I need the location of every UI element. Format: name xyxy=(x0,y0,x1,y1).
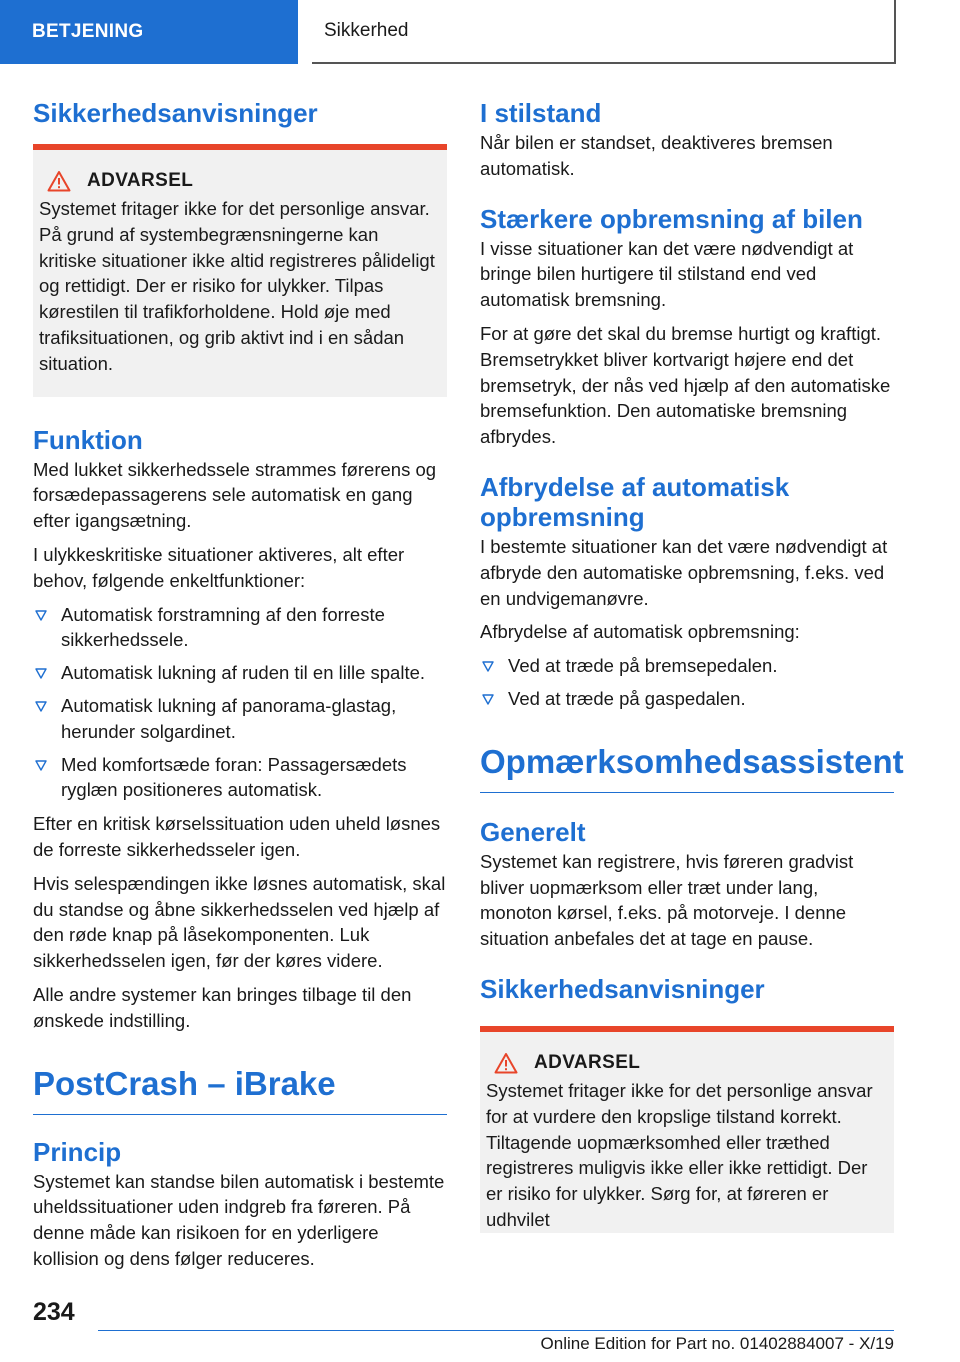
princip-heading: Princip xyxy=(33,1136,122,1167)
bullet-triangle-icon xyxy=(482,694,494,705)
list-item: Med komfortsæde foran: Passagersædets ryglæn positioneres automatisk. xyxy=(33,752,447,804)
bullet-list xyxy=(33,602,447,804)
paragraph: Når bilen er standset, deaktiveres bremsen automatisk. xyxy=(480,132,833,179)
paragraph: I visse situationer kan det være nødvendigt at bringe bilen hurtigere til stilstand end ved automatisk bremsning. xyxy=(480,237,854,311)
warning-title: ADVARSEL xyxy=(534,1051,641,1073)
list-item: Automatisk lukning af ruden til en lille spalte. xyxy=(33,660,447,686)
list-item: Ved at træde på gaspedalen. xyxy=(480,686,894,712)
warning-text: Systemet fritager ikke for det personlige ansvar for at vurdere den kropslige tilstand korrekt. Tiltagende uopmærksomhed eller træthed registreres muligvis ikke eller ikke rettidigt. Der er risiko for ulykker. Sørg for, at føreren er udhvilet xyxy=(486,1079,873,1230)
paragraph: I bestemte situationer kan det være nødvendigt at afbryde den automatiske opbremsning, f.eks. ved en undvigemanøvre. xyxy=(480,535,888,609)
right-column xyxy=(480,98,904,1261)
bullet-triangle-icon xyxy=(35,760,47,771)
bullet-triangle-icon xyxy=(35,668,47,679)
paragraph: Hvis selespændingen ikke løsnes automatisk, skal du standse og åbne sikkerhedsselen ved hjælp af den røde knap på låsekomponenten. Luk sikkerhedsselen igen, før der køres videre. xyxy=(33,872,446,972)
bullet-triangle-icon xyxy=(35,701,47,712)
warning-title: ADVARSEL xyxy=(87,170,194,191)
warning-box xyxy=(480,1026,894,1233)
paragraph: Med lukket sikkerhedssele strammes førerens og forsædepassagerens sele automatisk en gang efter igangsætning. xyxy=(33,458,437,532)
stilstand-heading: I stilstand xyxy=(480,98,602,128)
funktion-heading: Funktion xyxy=(33,424,143,455)
list-item: Ved at træde på bremsepedalen. xyxy=(480,653,894,679)
paragraph: Systemet kan registrere, hvis føreren gradvist bliver uopmærksom eller træt under lang, monoton kørsel, f.eks. på motorveje. I denne situation anbefales det at tage en pause. xyxy=(480,850,854,950)
warning-text: Systemet fritager ikke for det personlige ansvar. På grund af systembegrænsningerne kan kritiske situationer ikke altid registreres pålideligt og rettidigt. Der er risiko for ulykker. Tilpas kørestilen til trafikforholdene. Hold øje med trafiksituationen, og grib aktivt ind i en sådan situation. xyxy=(39,198,435,374)
safety-heading: Sikkerhedsanvisninger xyxy=(480,973,765,1004)
page-number: 234 xyxy=(33,1298,75,1326)
bullet-triangle-icon xyxy=(35,610,47,621)
header-chapter: Sikkerhed xyxy=(312,0,896,64)
paragraph: Efter en kritisk kørselssituation uden uheld løsnes de forreste sikkerhedsseler igen. xyxy=(33,813,441,860)
footer-edition: Online Edition for Part no. 01402884007 - X/19 xyxy=(540,1334,894,1353)
postcrash-title: PostCrash – iBrake xyxy=(33,1064,447,1115)
warning-box xyxy=(33,144,447,397)
warning-triangle-icon xyxy=(494,1052,518,1074)
paragraph: For at gøre det skal du bremse hurtigt og kraftigt. Bremsetrykket bliver kortvarigt højere end det bremsetryk, der nås ved hjælp af den automatiske bremsefunktion. Den automatiske bremsning afbrydes. xyxy=(480,322,891,448)
warning-triangle-icon xyxy=(47,170,71,192)
list-item: Automatisk lukning af panorama-glastag, herunder solgardinet. xyxy=(33,693,447,745)
bullet-triangle-icon xyxy=(482,661,494,672)
bullet-list xyxy=(480,653,894,712)
header-section: BETJENING xyxy=(0,0,298,64)
left-column xyxy=(33,98,447,1280)
paragraph: I ulykkeskritiske situationer aktiveres, alt efter behov, følgende enkeltfunktioner: xyxy=(33,543,405,591)
staerkere-heading: Stærkere opbremsning af bilen xyxy=(480,203,863,234)
opmaerksomhed-title: Opmærksomhedsassistent xyxy=(480,742,894,793)
safety-heading: Sikkerhedsanvisninger xyxy=(33,98,318,128)
paragraph: Afbrydelse af automatisk opbremsning: xyxy=(480,621,800,643)
paragraph: Alle andre systemer kan bringes tilbage til den ønskede indstilling. xyxy=(33,983,412,1031)
generelt-heading: Generelt xyxy=(480,816,586,847)
paragraph: Systemet kan standse bilen automatisk i bestemte uheldssituationer uden indgreb fra føreren. På denne måde kan risikoen for en yderligere kollision og dens følger reduceres. xyxy=(33,1170,445,1269)
footer-divider xyxy=(98,1330,894,1331)
list-item: Automatisk forstramning af den forreste sikkerhedssele. xyxy=(33,602,447,654)
afbrydelse-heading: Afbrydelse af automatisk opbremsning xyxy=(480,471,790,532)
